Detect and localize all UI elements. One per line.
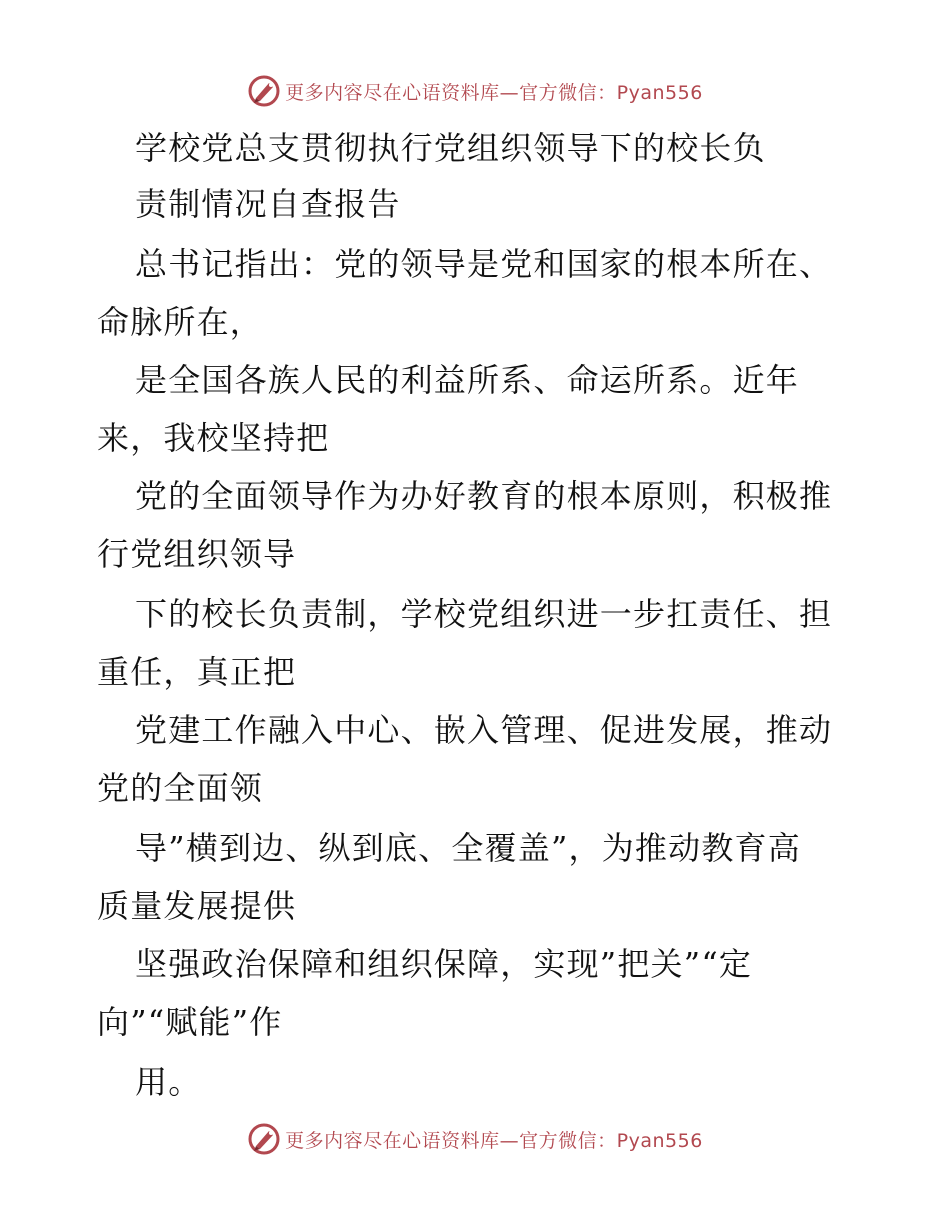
doc-line: 质量发展提供 xyxy=(97,887,297,925)
doc-line: 坚强政治保障和组织保障，实现”把关”“定 xyxy=(135,945,753,983)
doc-line: 导”横到边、纵到底、全覆盖”，为推动教育高 xyxy=(135,829,801,867)
doc-line: 来，我校坚持把 xyxy=(97,419,330,457)
doc-line: 是全国各族人民的利益所系、命运所系。近年 xyxy=(135,361,800,399)
header-banner-text: 更多内容尽在心语资料库—官方微信：Pyan556 xyxy=(285,81,703,104)
footer-banner-text: 更多内容尽在心语资料库—官方微信：Pyan556 xyxy=(285,1129,703,1152)
doc-line: 用。 xyxy=(135,1063,202,1101)
doc-line: 党的全面领 xyxy=(97,769,264,807)
doc-line: 责制情况自查报告 xyxy=(135,185,401,223)
doc-line: 下的校长负责制，学校党组织进一步扛责任、担 xyxy=(135,595,833,633)
doc-line: 党建工作融入中心、嵌入管理、促进发展，推动 xyxy=(135,711,833,749)
doc-line: 总书记指出：党的领导是党和国家的根本所在、 xyxy=(135,245,833,283)
doc-line: 学校党总支贯彻执行党组织领导下的校长负 xyxy=(135,129,766,167)
footer-banner xyxy=(0,1119,950,1159)
doc-line: 重任，真正把 xyxy=(97,653,297,691)
doc-line: 向”“赋能”作 xyxy=(97,1003,283,1041)
doc-line: 党的全面领导作为办好教育的根本原则，积极推 xyxy=(135,477,833,515)
doc-line: 命脉所在， xyxy=(97,303,264,341)
ink-pen-circle-logo-icon xyxy=(247,1122,281,1156)
doc-line: 行党组织领导 xyxy=(97,535,297,573)
